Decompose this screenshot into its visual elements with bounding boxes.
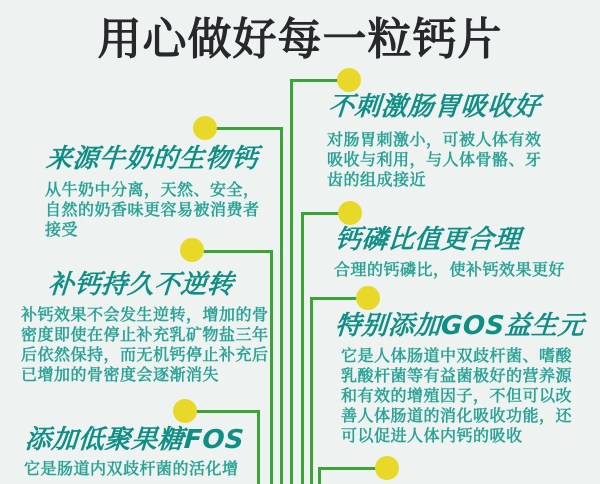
connector-hline bbox=[192, 250, 272, 253]
connector-dot bbox=[180, 238, 204, 262]
feature-heading: 不刺激肠胃吸收好 bbox=[327, 92, 542, 122]
feature-body: 补钙效果不会发生逆转，增加的骨密度即使在停止补充乳矿物盐三年后依然保持，而无机钙停止补充后已增加的骨密度会逐渐消失 bbox=[21, 305, 269, 384]
connector-vline bbox=[290, 79, 293, 484]
feature-heading: 补钙持久不逆转 bbox=[47, 270, 235, 300]
connector-vline bbox=[280, 127, 283, 484]
connector-vline bbox=[301, 212, 304, 484]
page-title: 用心做好每一粒钙片 bbox=[97, 14, 503, 65]
feature-item-lasting-effect bbox=[21, 264, 269, 384]
feature-item-fos bbox=[24, 419, 246, 478]
connector-vline bbox=[310, 297, 313, 484]
feature-item-milk-calcium bbox=[45, 138, 260, 239]
feature-heading: 添加低聚果糖FOS bbox=[24, 425, 246, 455]
connector-dot bbox=[193, 116, 217, 140]
feature-body: 它是人体肠道中双歧杆菌、嗜酸乳酸杆菌等有益菌极好的营养源和有效的增殖因子，不但可以改善人体肠道的消化吸收功能，还可以促进人体内钙的吸收 bbox=[341, 346, 573, 445]
feature-item-gentle-absorption bbox=[327, 86, 542, 189]
feature-body: 合理的钙磷比，使补钙效果更好 bbox=[334, 260, 566, 279]
feature-body: 对肠胃刺激小，可被人体有效吸收与利用，与人体骨骼、牙齿的组成接近 bbox=[327, 130, 542, 189]
feature-body: 它是肠道内双歧杆菌的活化增 bbox=[24, 459, 239, 478]
feature-heading: 特别添加GOS益生元 bbox=[334, 311, 586, 341]
feature-item-ca-p-ratio bbox=[334, 219, 566, 279]
feature-item-gos-prebiotic bbox=[334, 305, 586, 445]
feature-heading: 钙磷比值更合理 bbox=[334, 225, 522, 255]
feature-heading: 来源牛奶的生物钙 bbox=[45, 144, 260, 174]
feature-body: 从牛奶中分离，天然、安全，自然的奶香味更容易被消费者接受 bbox=[45, 180, 260, 239]
connector-dot bbox=[375, 456, 399, 480]
